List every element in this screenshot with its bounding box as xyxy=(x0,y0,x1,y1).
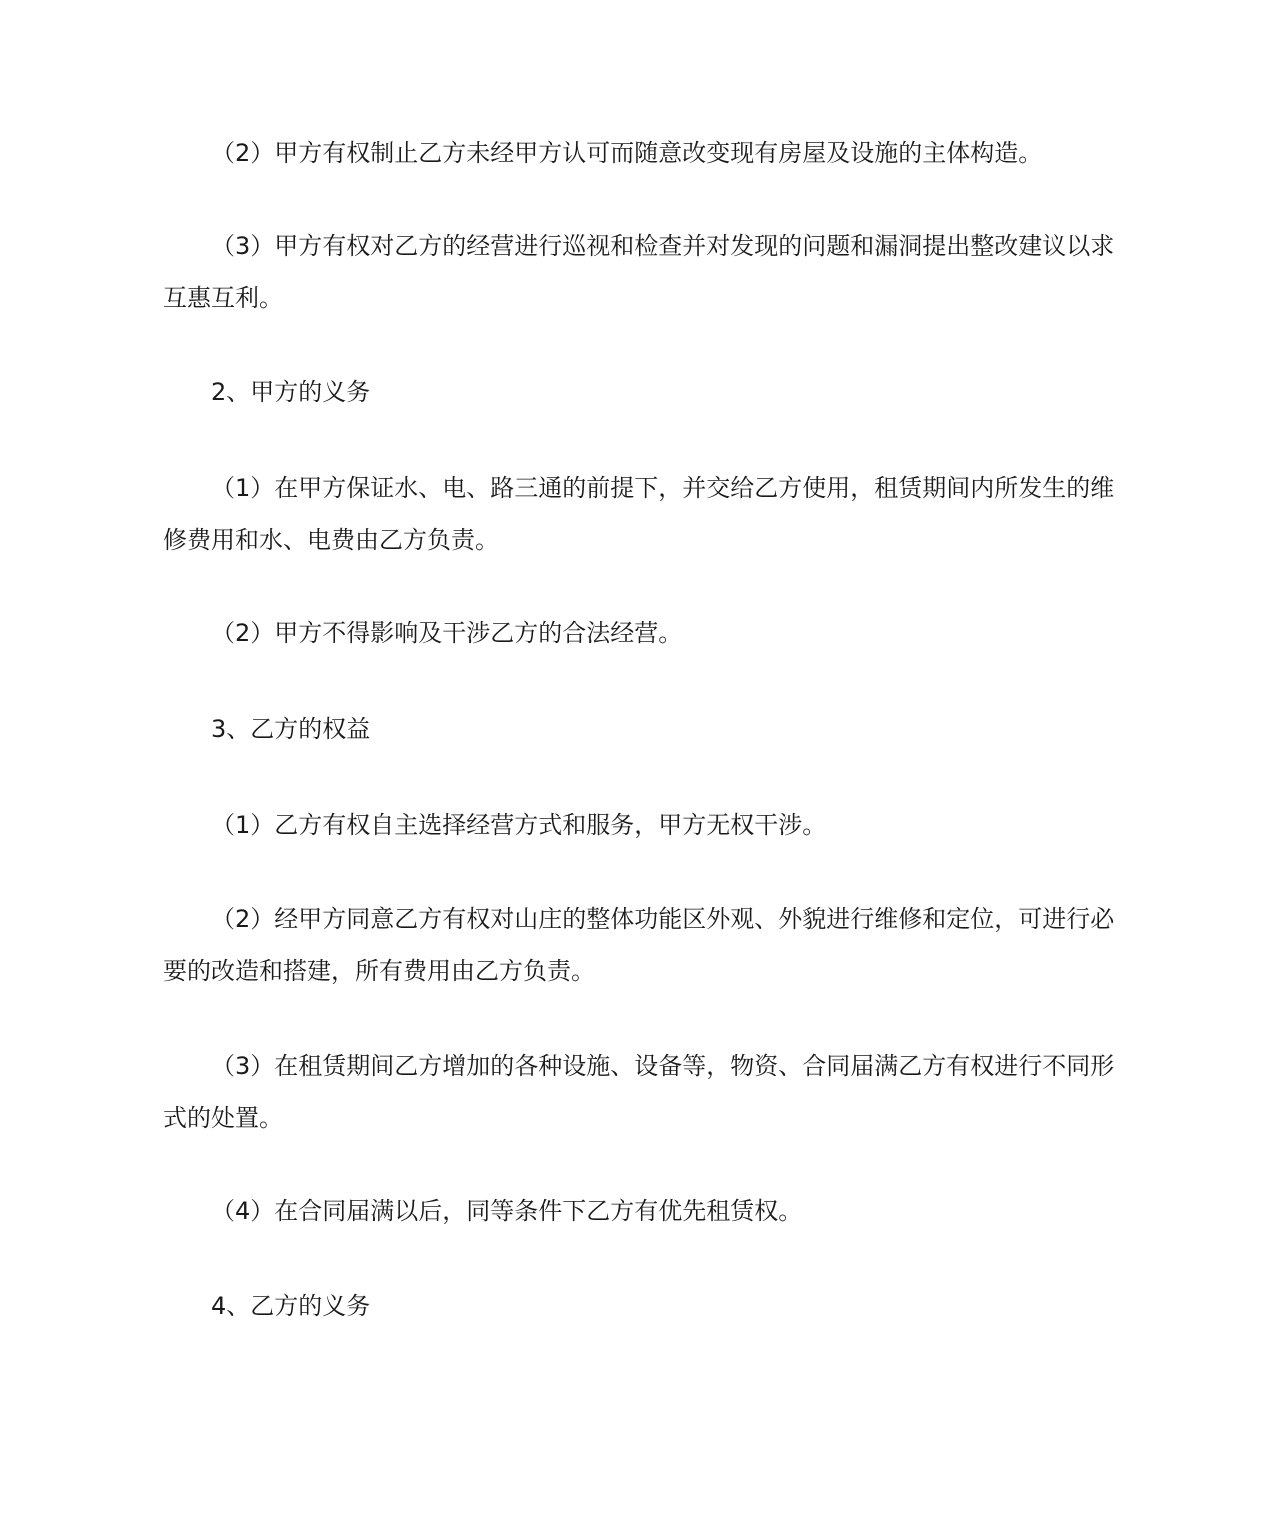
clause-paragraph: （2）经甲方同意乙方有权对山庄的整体功能区外观、外貌进行维修和定位，可进行必要的改造和搭建，所有费用由乙方负责。 xyxy=(163,905,1115,985)
section-heading: 3、乙方的权益 xyxy=(211,715,371,743)
clause-paragraph: （1）乙方有权自主选择经营方式和服务，甲方无权干涉。 xyxy=(211,811,827,839)
clause-paragraph: （1）在甲方保证水、电、路三通的前提下，并交给乙方使用，租赁期间内所发生的维修费用和水、电费由乙方负责。 xyxy=(163,474,1115,554)
clause-paragraph: （2）甲方有权制止乙方未经甲方认可而随意改变现有房屋及设施的主体构造。 xyxy=(211,139,1043,167)
section-heading: 4、乙方的义务 xyxy=(211,1292,371,1320)
clause-paragraph: （4）在合同届满以后，同等条件下乙方有优先租赁权。 xyxy=(211,1197,803,1225)
clause-paragraph: （3）在租赁期间乙方增加的各种设施、设备等，物资、合同届满乙方有权进行不同形式的处置。 xyxy=(163,1052,1115,1132)
clause-paragraph: （2）甲方不得影响及干涉乙方的合法经营。 xyxy=(211,619,683,647)
section-heading: 2、甲方的义务 xyxy=(211,378,371,406)
clause-paragraph: （3）甲方有权对乙方的经营进行巡视和检查并对发现的问题和漏洞提出整改建议以求互惠互利。 xyxy=(163,232,1115,312)
